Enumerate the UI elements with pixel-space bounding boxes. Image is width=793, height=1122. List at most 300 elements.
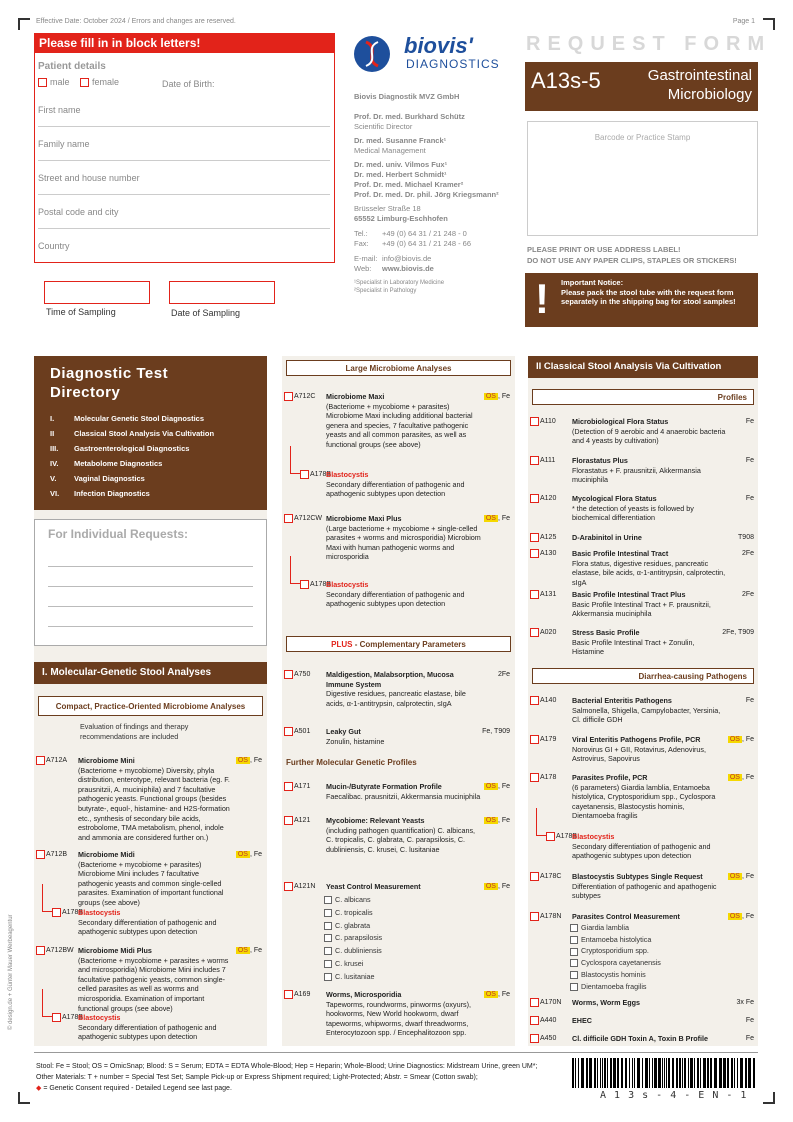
test-body — [572, 1016, 726, 1026]
test-material: OS , Fe — [729, 736, 754, 743]
website[interactable]: www.biovis.de — [382, 264, 434, 273]
test-description: (including pathogen quantification) C. albicans, C. tropicalis, C. glabrata, C. parapsilosis, C. dubliniensis, C. krusei, C. lusitaniae — [326, 825, 476, 854]
form-code: A13s-5 — [531, 68, 601, 93]
test-description: Digestive residues, pancreatic elastase, bile acids, α-1-antitrypsin, calprotectin, sIgA — [326, 689, 466, 708]
line — [48, 586, 253, 587]
test-body — [572, 417, 726, 446]
test-checkbox[interactable] — [300, 470, 309, 479]
sub-link-line — [42, 884, 52, 912]
test-entry — [530, 912, 756, 972]
test-title: Microbiome Maxi Plus — [326, 514, 402, 523]
country-field[interactable]: Country — [38, 241, 70, 251]
test-checkbox[interactable] — [530, 494, 539, 503]
test-body — [572, 912, 726, 922]
test-checkbox[interactable] — [530, 872, 539, 881]
test-body — [78, 850, 234, 908]
test-code: A450 — [540, 1035, 557, 1042]
sub-link-line — [290, 446, 300, 474]
genetic-consent-icon: ◆ — [36, 1085, 42, 1092]
person: Dr. med. Herbert Schmidt¹ — [354, 170, 447, 179]
test-checkbox[interactable] — [284, 782, 293, 791]
test-body — [572, 549, 726, 587]
yeast-item[interactable] — [324, 945, 382, 958]
test-body — [78, 946, 234, 1013]
patient-details-heading: Patient details — [38, 61, 106, 72]
parasite-label: Giardia lamblia — [581, 923, 629, 932]
test-material: OS , Fe — [237, 947, 262, 954]
line — [48, 566, 253, 567]
form-code-banner — [525, 62, 758, 111]
test-code: A178B — [62, 909, 84, 916]
test-checkbox[interactable] — [300, 580, 309, 589]
test-body — [78, 908, 234, 937]
notice-title: Important Notice: — [561, 278, 624, 287]
omicsnap-badge: OS — [237, 851, 248, 858]
test-checkbox[interactable] — [530, 456, 539, 465]
test-description: (Bacteriome + mycobiome + parasites) Microbiome Maxi including additional bacterial genera and species, 7 facultative pathogenic yeasts and all common parasites, as well as functional groups (see above) — [326, 401, 473, 449]
person: Prof. Dr. med. Michael Kramer² — [354, 180, 464, 189]
test-code: A140 — [540, 697, 557, 704]
directory-number: V. — [50, 474, 57, 483]
test-title: Microbiological Flora Status — [572, 417, 669, 426]
yeast-item[interactable] — [324, 971, 382, 984]
omicsnap-badge: OS — [485, 393, 496, 400]
crop-mark — [763, 1092, 775, 1104]
omicsnap-badge: OS — [485, 817, 496, 824]
section-1-intro: Evaluation of findings and therapy recommendations are included — [80, 722, 189, 741]
test-description: (Bacteriome + mycobiome) Diversity, phyla distribution, enterotype, relevant bacteria (eg. F. prausnitzii, A. muciniphila) and 7 facultative pathogenic yeasts. Functional groups (besides butyrate-, equol-, histamine- and H2S-formation etc., synthesis of secondary bile acids, estrobolome, TMA metabolism, phenol, indole and ammonia are considered further on.) — [78, 765, 230, 842]
test-title: Mycological Flora Status — [572, 494, 657, 503]
test-title: Microbiome Maxi — [326, 392, 385, 401]
directory-item[interactable] — [50, 426, 214, 441]
test-checkbox[interactable] — [530, 773, 539, 782]
test-material: 3x Fe — [736, 999, 754, 1006]
test-title: Maldigestion, Malabsorption, Mucosa Immune System — [326, 670, 454, 689]
plus-label: PLUS — [331, 640, 353, 649]
test-code: A750 — [294, 671, 311, 678]
test-code: A111 — [540, 457, 556, 464]
test-material: Fe — [745, 418, 754, 425]
test-entry — [36, 946, 264, 1013]
test-entry — [36, 850, 264, 910]
parasite-checkbox[interactable] — [570, 971, 578, 979]
test-code: A712CW — [294, 515, 323, 522]
test-checkbox[interactable] — [52, 1013, 61, 1022]
test-entry — [284, 727, 512, 787]
address: 65552 Limburg-Eschhofen — [354, 214, 448, 223]
test-title: Blastocystis Subtypes Single Request — [572, 872, 703, 881]
test-body — [326, 990, 482, 1038]
omicsnap-badge: OS — [729, 774, 740, 781]
test-checkbox[interactable] — [284, 392, 293, 401]
test-description: Differentiation of pathogenic and apathogenic subtypes — [572, 881, 717, 901]
test-title: Microbiome Midi — [78, 850, 135, 859]
test-checkbox[interactable] — [530, 417, 539, 426]
directory-item[interactable] — [50, 441, 214, 456]
line — [48, 606, 253, 607]
test-entry — [530, 628, 756, 688]
test-code: A131 — [540, 591, 557, 598]
test-code: A440 — [540, 1017, 557, 1024]
test-checkbox[interactable] — [530, 590, 539, 599]
test-material: OS , Fe — [485, 783, 510, 790]
test-entry — [284, 882, 512, 942]
street-field[interactable]: Street and house number — [38, 165, 330, 195]
yeast-item[interactable] — [324, 958, 382, 971]
exclamation-icon: ! — [535, 275, 549, 322]
test-body — [572, 494, 726, 523]
omicsnap-badge: OS — [729, 873, 740, 880]
test-checkbox[interactable] — [52, 908, 61, 917]
form-title — [648, 66, 752, 104]
female-checkbox[interactable] — [80, 78, 89, 87]
test-material: Fe — [745, 697, 754, 704]
directory-number: VI. — [50, 489, 60, 498]
test-code: A125 — [540, 534, 557, 541]
test-checkbox[interactable] — [36, 850, 45, 859]
test-material: OS , Fe — [729, 913, 754, 920]
form-title-line: Gastrointestinal — [647, 67, 752, 84]
sub-link-line — [42, 989, 52, 1017]
test-material: 2Fe — [497, 671, 510, 678]
person: Prof. Dr. med. Dr. phil. Jörg Kriegsmann² — [354, 190, 499, 199]
test-description: (Bacteriome + mycobiome + parasites + worms and microsporidia) Microbiome Mini includes 7 facultative pathogenic yeasts, common single-celled parasites as well as worms and microsporidia. Examination of important functional groups (see above) — [78, 955, 229, 1013]
female-label: female — [92, 77, 120, 87]
test-title: Blastocystis — [572, 832, 615, 841]
parasite-checkbox[interactable] — [570, 983, 578, 991]
test-checkbox[interactable] — [530, 533, 539, 542]
test-code: A121 — [294, 817, 311, 824]
yeast-label: C. tropicalis — [335, 907, 373, 917]
directory-label: Infection Diagnostics — [74, 489, 150, 498]
test-checkbox[interactable] — [284, 670, 293, 679]
section-2-header: II Classical Stool Analysis Via Cultivation — [528, 356, 758, 378]
test-code: A121N — [294, 883, 316, 890]
test-description: (6 parameters) Giardia lamblia, Entamoeba histolytica, Cryptosporidium spp., Cyclospora cayetanensis, Blastocystis hominis, Dientamoeba fragilis — [572, 782, 716, 821]
yeast-label: C. lusitaniae — [335, 971, 375, 981]
omicsnap-badge: OS — [485, 783, 496, 790]
legend-line: Stool: Fe = Stool; OS = OmicSnap; Blood: S = Serum; EDTA = EDTA Whole-Blood; Hep = Heparin; Whole-Blood; Urine Diagnostics: Midstream Urine, green UM*; — [36, 1063, 538, 1070]
omicsnap-badge: OS — [485, 883, 496, 890]
test-code: A020 — [540, 629, 557, 636]
test-entry — [530, 1034, 756, 1094]
test-body — [572, 872, 726, 901]
test-title: Parasites Profile, PCR — [572, 773, 648, 782]
directory-item[interactable] — [50, 456, 214, 471]
test-entry — [284, 392, 512, 452]
test-code: A178B — [62, 1014, 84, 1021]
directory-list — [50, 411, 214, 501]
test-title: Mycobiome: Relevant Yeasts — [326, 816, 425, 825]
omicsnap-badge: OS — [237, 757, 248, 764]
test-material: Fe, T909 — [482, 728, 510, 735]
test-description: Florastatus + F. prausnitzii, Akkermansia muciniphila — [572, 465, 701, 485]
test-material: OS , Fe — [485, 515, 510, 522]
omicsnap-badge: OS — [237, 947, 248, 954]
test-body — [78, 1013, 234, 1042]
brand-name: biovis' — [404, 33, 473, 58]
test-description: * the detection of yeasts is followed by biochemical differentiation — [572, 503, 694, 523]
test-title: Worms, Worm Eggs — [572, 998, 641, 1007]
stamp-box[interactable] — [527, 121, 758, 236]
plus-subtitle: - Complementary Parameters — [352, 640, 466, 649]
test-description: Faecalibac. prausnitzii, Akkermansia muciniphila — [326, 791, 481, 801]
test-body — [326, 670, 482, 708]
test-body — [572, 998, 726, 1008]
parasite-item[interactable] — [570, 981, 661, 993]
test-body — [572, 773, 726, 821]
test-description: (Detection of 9 aerobic and 4 anaerobic bacteria and 4 yeasts by cultivation) — [572, 426, 726, 446]
directory-number: IV. — [50, 459, 59, 468]
test-body — [326, 580, 482, 609]
test-code: A178 — [540, 774, 557, 781]
test-checkbox[interactable] — [530, 628, 539, 637]
address: Brüsseler Straße 18 — [354, 204, 421, 213]
test-entry — [284, 580, 512, 640]
test-checkbox[interactable] — [530, 912, 539, 921]
test-body — [572, 628, 726, 657]
test-title: Basic Profile Intestinal Tract Plus — [572, 590, 686, 599]
family-name-field[interactable]: Family name — [38, 131, 330, 161]
test-material: OS , Fe — [485, 817, 510, 824]
test-description: Salmonella, Shigella, Campylobacter, Yersinia, Cl. difficile GDH — [572, 705, 721, 725]
test-body — [572, 590, 726, 619]
test-code: A130 — [540, 550, 557, 557]
test-material: Fe — [745, 1035, 754, 1042]
yeast-checkbox[interactable] — [324, 947, 332, 955]
form-title-line: Microbiology — [667, 86, 752, 103]
test-body — [572, 696, 726, 725]
test-body — [326, 727, 482, 746]
test-title: Blastocystis — [326, 470, 369, 479]
test-material: 2Fe — [741, 550, 754, 557]
test-material: 2Fe, T909 — [722, 629, 754, 636]
yeast-label: C. krusei — [335, 958, 364, 968]
test-title: Mucin-/Butyrate Formation Profile — [326, 782, 442, 791]
test-description: Norovirus GI + GII, Rotavirus, Adenovirus, Astrovirus, Sapovirus — [572, 744, 707, 764]
barcode-text: A 1 3 s - 4 - E N - 1 — [600, 1090, 748, 1101]
test-material: T908 — [738, 534, 754, 541]
test-entry — [284, 670, 512, 730]
test-description: Flora status, digestive residues, pancreatic elastase, bile acids, α-1-antitrypsin, calprotectin, sIgA — [572, 558, 726, 587]
test-entry — [284, 816, 512, 876]
test-checkbox[interactable] — [284, 514, 293, 523]
test-checkbox[interactable] — [284, 882, 293, 891]
omicsnap-badge: OS — [729, 736, 740, 743]
directory-label: Metabolome Diagnostics — [74, 459, 163, 468]
test-description: Secondary differentiation of pathogenic and apathogenic subtypes upon detection — [78, 917, 217, 937]
fax: +49 (0) 64 31 / 21 248 - 66 — [382, 239, 472, 248]
test-code: A169 — [294, 991, 311, 998]
large-microbiome-header: Large Microbiome Analyses — [286, 360, 511, 376]
directory-label: Molecular Genetic Stool Diagnostics — [74, 414, 205, 423]
test-code: A120 — [540, 495, 557, 502]
test-title: Basic Profile Intestinal Tract — [572, 549, 669, 558]
test-checkbox[interactable] — [284, 727, 293, 736]
male-label: male — [50, 77, 70, 87]
sub-link-line — [536, 808, 546, 836]
test-checkbox[interactable] — [36, 756, 45, 765]
line — [48, 626, 253, 627]
yeast-label: C. dubliniensis — [335, 946, 382, 956]
test-checkbox[interactable] — [546, 832, 555, 841]
role: Medical Management — [354, 146, 426, 155]
test-body — [572, 735, 726, 764]
side-credit: © design.de + Günter Mauer Werbeagentur — [8, 914, 14, 1030]
test-title: Viral Enteritis Pathogens Profile, PCR — [572, 735, 701, 744]
person: Dr. med. Susanne Franck¹ — [354, 136, 447, 145]
test-body — [572, 1034, 726, 1044]
block-letters-banner: Please fill in in block letters! — [35, 34, 334, 53]
fax-label: Fax: — [354, 239, 369, 248]
test-description: Secondary differentiation of pathogenic and apathogenic subtypes upon detection — [572, 841, 711, 861]
directory-number: III. — [50, 444, 59, 453]
further-profiles-heading: Further Molecular Genetic Profiles — [286, 758, 417, 767]
yeast-checkbox[interactable] — [324, 960, 332, 968]
test-checkbox[interactable] — [36, 946, 45, 955]
directory-number: I. — [50, 414, 55, 423]
person: Dr. med. univ. Vilmos Fux¹ — [354, 160, 448, 169]
directory-number: II — [50, 429, 55, 438]
test-title: Microbiome Midi Plus — [78, 946, 152, 955]
test-code: A178N — [540, 913, 562, 920]
test-code: A110 — [540, 418, 556, 425]
individual-requests-box[interactable] — [34, 519, 267, 646]
email[interactable]: info@biovis.de — [382, 254, 432, 263]
test-checkbox[interactable] — [530, 1016, 539, 1025]
test-title: D-Arabinitol in Urine — [572, 533, 642, 542]
test-title: Bacterial Enteritis Pathogens — [572, 696, 672, 705]
test-checkbox[interactable] — [530, 998, 539, 1007]
diagnostic-directory — [34, 356, 267, 510]
date-of-sampling-input[interactable] — [169, 281, 275, 304]
test-title: Blastocystis — [326, 580, 369, 589]
time-of-sampling-input[interactable] — [44, 281, 150, 304]
tel: +49 (0) 64 31 / 21 248 - 0 — [382, 229, 467, 238]
test-code: A178B — [310, 581, 332, 588]
web-label: Web: — [354, 264, 372, 273]
test-title: Yeast Control Measurement — [326, 882, 421, 891]
biovis-logo-icon — [354, 36, 390, 72]
test-checkbox[interactable] — [530, 549, 539, 558]
test-entry — [36, 756, 264, 842]
tel-label: Tel.: — [354, 229, 368, 238]
time-of-sampling-label: Time of Sampling — [46, 307, 116, 317]
gender-row — [38, 77, 119, 87]
postal-field[interactable]: Postal code and city — [38, 199, 330, 229]
print-warning — [527, 244, 737, 266]
test-body — [326, 514, 482, 562]
test-entry — [284, 990, 512, 1050]
test-title: Florastatus Plus — [572, 456, 628, 465]
first-name-field[interactable]: First name — [38, 97, 330, 127]
test-code: A712BW — [46, 947, 74, 954]
test-title: EHEC — [572, 1016, 592, 1025]
directory-item[interactable] — [50, 411, 214, 426]
company-name: Biovis Diagnostik MVZ GmbH — [354, 92, 460, 101]
test-material: Fe — [745, 457, 754, 464]
directory-item[interactable] — [50, 471, 214, 486]
test-title: Leaky Gut — [326, 727, 361, 736]
role: Scientific Director — [354, 122, 413, 131]
notice-box — [525, 273, 758, 327]
test-material: OS , Fe — [485, 883, 510, 890]
test-body — [572, 832, 726, 861]
section-1-header: I. Molecular-Genetic Stool Analyses — [34, 662, 267, 684]
diarrhea-header: Diarrhea-causing Pathogens — [532, 668, 754, 684]
test-material: OS , Fe — [729, 873, 754, 880]
yeast-label: C. glabrata — [335, 920, 371, 930]
omicsnap-badge: OS — [485, 991, 496, 998]
crop-mark — [18, 18, 30, 30]
section-1-subheader: Compact, Practice-Oriented Microbiome Analyses — [38, 696, 263, 716]
test-description: Secondary differentiation of pathogenic and apathogenic subtypes upon detection — [326, 479, 465, 499]
legend-line: Other Materials: T + number = Special Test Set; Sample Pick-up or Express Shipment required; Light-Protected; Abstr. = Smear (Cotton swab); — [36, 1074, 478, 1081]
test-code: A178B — [556, 833, 578, 840]
test-code: A170N — [540, 999, 562, 1006]
notice-text — [561, 278, 750, 307]
parasite-label: Blastocystis hominis — [581, 969, 646, 979]
test-checkbox[interactable] — [284, 990, 293, 999]
directory-label: Gastroenterological Diagnostics — [74, 444, 190, 453]
test-checkbox[interactable] — [530, 696, 539, 705]
test-title: Microbiome Mini — [78, 756, 135, 765]
dob-label[interactable]: Date of Birth: — [162, 79, 215, 89]
test-description: Basic Profile Intestinal Tract + F. prausnitzii, Akkermansia muciniphila — [572, 599, 711, 619]
individual-requests-title: For Individual Requests: — [48, 527, 189, 541]
test-title: Blastocystis — [78, 1013, 121, 1022]
test-material: OS , Fe — [237, 757, 262, 764]
test-code: A712B — [46, 851, 68, 858]
brand-subtitle: DIAGNOSTICS — [406, 57, 500, 71]
omicsnap-badge: OS — [485, 515, 496, 522]
sub-link-line — [290, 556, 300, 584]
test-checkbox[interactable] — [530, 1034, 539, 1043]
directory-title-line: Directory — [50, 384, 121, 401]
footnote: ²Specialist in Pathology — [354, 288, 417, 294]
test-code: A712A — [46, 757, 68, 764]
warning-line: PLEASE PRINT OR USE ADDRESS LABEL! — [527, 245, 681, 254]
test-checkbox[interactable] — [284, 816, 293, 825]
parasite-label: Cyclospora cayetanensis — [581, 958, 661, 968]
test-title: Stress Basic Profile — [572, 628, 640, 637]
test-description: Secondary differentiation of pathogenic and apathogenic subtypes upon detection — [78, 1022, 217, 1042]
test-description: (Large bacteriome + mycobiome + single-celled parasites + worms and microsporidia) Microbiom Maxi with human pathogenic worms and microsporidia — [326, 523, 481, 562]
test-body — [572, 533, 726, 543]
test-material: OS , Fe — [485, 393, 510, 400]
male-checkbox[interactable] — [38, 78, 47, 87]
test-description: Tapeworms, roundworms, pinworms (oxyurs), hookworms, New World hookworm, dwarf tapeworms, whipworms, dwarf threadworms, Enterocytozoon spp. / Encephalitozoon spp. — [326, 999, 471, 1038]
page-number: Page 1 — [732, 18, 755, 25]
crop-mark — [18, 1092, 30, 1104]
yeast-label: C. albicans — [335, 895, 371, 904]
test-title: Parasites Control Measurement — [572, 912, 680, 921]
test-description: Basic Profile Intestinal Tract + Zonulin, Histamine — [572, 637, 695, 657]
test-entry — [284, 514, 512, 574]
test-body — [326, 816, 482, 854]
test-body — [78, 756, 234, 842]
crop-mark — [763, 18, 775, 30]
email-label: E-mail: — [354, 254, 378, 263]
test-body — [326, 470, 482, 499]
directory-item[interactable] — [50, 486, 214, 501]
test-checkbox[interactable] — [530, 735, 539, 744]
test-material: Fe — [745, 1017, 754, 1024]
yeast-checkbox[interactable] — [324, 973, 332, 981]
legend-line: = Genetic Consent required - Detailed Legend see last page. — [43, 1085, 232, 1092]
test-title: Worms, Microsporidia — [326, 990, 402, 999]
directory-title — [50, 364, 168, 402]
